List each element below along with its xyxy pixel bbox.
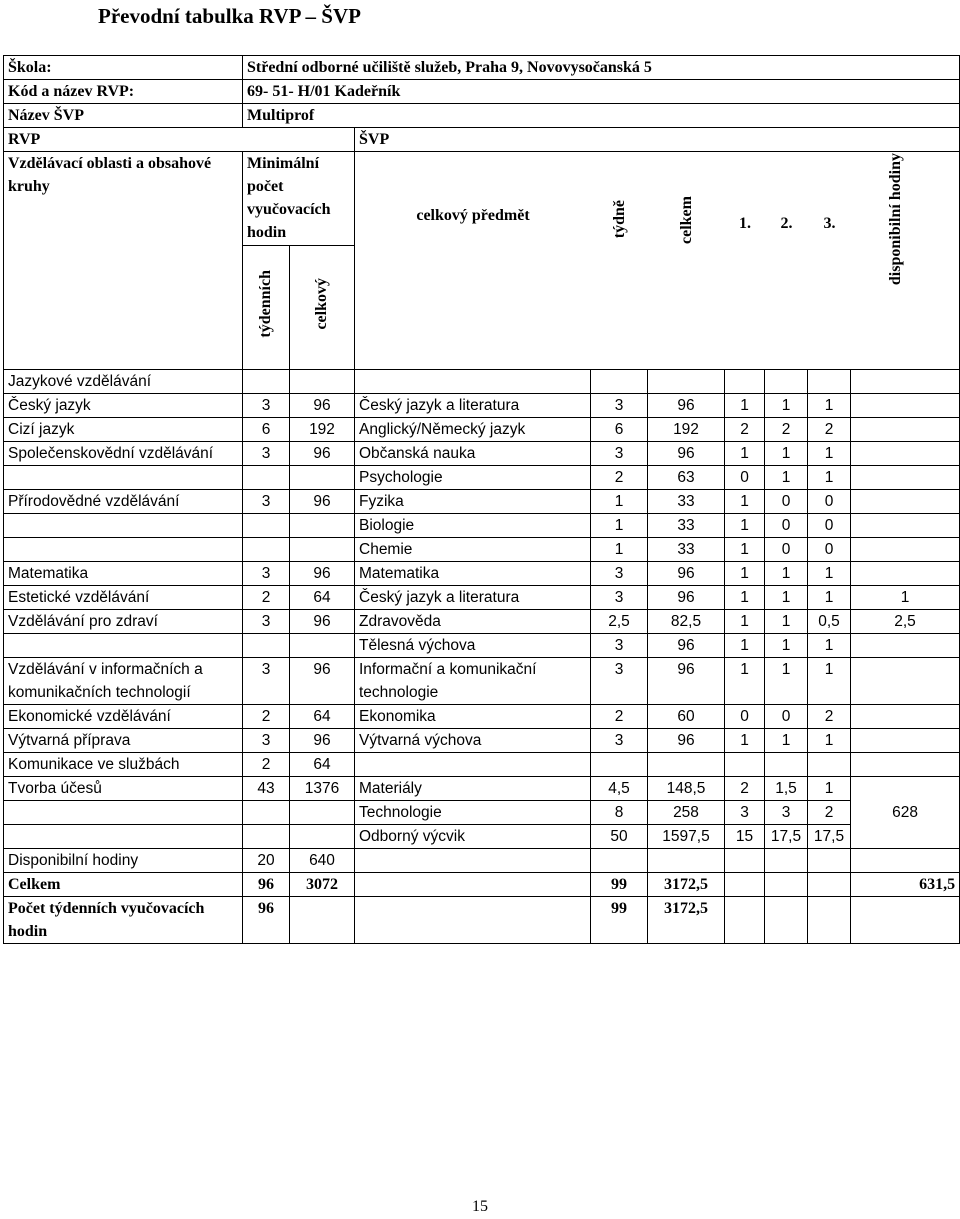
year3-cell: 2 bbox=[808, 801, 851, 825]
total-cell: 1376 bbox=[290, 777, 355, 801]
year2-cell: 1 bbox=[765, 394, 808, 418]
area-jazykove: Jazykové vzdělávání bbox=[4, 370, 243, 394]
disp-cell bbox=[851, 442, 960, 466]
total-cell: 96 bbox=[290, 394, 355, 418]
table-row-cizi bbox=[4, 418, 960, 442]
year2-cell: 1 bbox=[765, 658, 808, 705]
area-cell: Cizí jazyk bbox=[4, 418, 243, 442]
weekly-cell: 43 bbox=[243, 777, 290, 801]
year1-cell: 2 bbox=[725, 777, 765, 801]
year3-cell: 1 bbox=[808, 394, 851, 418]
disp-cell bbox=[851, 562, 960, 586]
year3-cell: 1 bbox=[808, 777, 851, 801]
subject-weekly-cell: 3 bbox=[591, 658, 648, 705]
year2-cell: 17,5 bbox=[765, 825, 808, 849]
year1-cell: 1 bbox=[725, 610, 765, 634]
col-celkovy: celkový bbox=[290, 246, 355, 370]
subject-total-cell: 33 bbox=[648, 490, 725, 514]
year1-cell: 1 bbox=[725, 729, 765, 753]
subject-total-cell: 96 bbox=[648, 586, 725, 610]
subject-total-cell: 96 bbox=[648, 442, 725, 466]
year1-cell: 0 bbox=[725, 705, 765, 729]
subject-weekly-cell: 3 bbox=[591, 634, 648, 658]
kod-value: 69- 51- H/01 Kadeřník bbox=[243, 80, 960, 104]
disp-cell bbox=[851, 538, 960, 562]
weekly-cell: 3 bbox=[243, 490, 290, 514]
subject-weekly-cell: 6 bbox=[591, 418, 648, 442]
total-cell: 64 bbox=[290, 586, 355, 610]
subject-weekly-cell: 3 bbox=[591, 562, 648, 586]
subject-total-cell: 96 bbox=[648, 658, 725, 705]
subject-total-cell: 33 bbox=[648, 538, 725, 562]
page-title: Převodní tabulka RVP – ŠVP bbox=[98, 4, 361, 28]
area-cell: Vzdělávání v informačních a komunikačních technologií bbox=[4, 658, 243, 705]
subject-total-cell: 82,5 bbox=[648, 610, 725, 634]
subject-total-cell: 1597,5 bbox=[648, 825, 725, 849]
area-cell: Počet týdenních vyučovacích hodin bbox=[4, 897, 243, 944]
subject-cell: Technologie bbox=[355, 801, 591, 825]
weekly-cell: 3 bbox=[243, 394, 290, 418]
total-cell: 640 bbox=[290, 849, 355, 873]
subject-weekly-cell: 1 bbox=[591, 490, 648, 514]
table-row-prir bbox=[4, 490, 960, 514]
area-cell: Ekonomické vzdělávání bbox=[4, 705, 243, 729]
subject-weekly-cell: 4,5 bbox=[591, 777, 648, 801]
weekly-cell: 3 bbox=[243, 442, 290, 466]
subject-cell: Fyzika bbox=[355, 490, 591, 514]
year1-cell: 3 bbox=[725, 801, 765, 825]
table-row-kom bbox=[4, 753, 960, 777]
table-row-pocet bbox=[4, 897, 960, 944]
year3-cell: 1 bbox=[808, 634, 851, 658]
total-cell: 96 bbox=[290, 442, 355, 466]
year3-cell: 1 bbox=[808, 658, 851, 705]
disp-cell bbox=[851, 514, 960, 538]
weekly-cell: 96 bbox=[243, 873, 290, 897]
table-row-disp bbox=[4, 849, 960, 873]
subject-weekly-cell: 2 bbox=[591, 466, 648, 490]
year2-cell: 1 bbox=[765, 466, 808, 490]
year1-cell: 15 bbox=[725, 825, 765, 849]
year3-cell: 1 bbox=[808, 466, 851, 490]
weekly-cell: 20 bbox=[243, 849, 290, 873]
table-row-tech bbox=[4, 801, 960, 825]
subject-cell: Tělesná výchova bbox=[355, 634, 591, 658]
table-row-tel bbox=[4, 634, 960, 658]
table-row-jazykove bbox=[4, 370, 960, 394]
year2-cell: 1 bbox=[765, 562, 808, 586]
subject-weekly-cell: 1 bbox=[591, 538, 648, 562]
weekly-cell: 3 bbox=[243, 562, 290, 586]
area-cell: Vzdělávání pro zdraví bbox=[4, 610, 243, 634]
subject-cell: Odborný výcvik bbox=[355, 825, 591, 849]
year2-cell: 1,5 bbox=[765, 777, 808, 801]
subject-cell: Biologie bbox=[355, 514, 591, 538]
year3-cell: 1 bbox=[808, 586, 851, 610]
rvp-label: RVP bbox=[4, 128, 355, 152]
subject-cell: Psychologie bbox=[355, 466, 591, 490]
year2-cell: 1 bbox=[765, 586, 808, 610]
table-row-spol bbox=[4, 442, 960, 466]
total-cell: 96 bbox=[290, 729, 355, 753]
oblasti-label: Vzdělávací oblasti a obsahové kruhy bbox=[4, 152, 243, 370]
year3-cell: 0 bbox=[808, 490, 851, 514]
total-cell: 96 bbox=[290, 610, 355, 634]
year2-cell: 1 bbox=[765, 729, 808, 753]
subject-cell: Výtvarná výchova bbox=[355, 729, 591, 753]
subject-weekly-cell: 99 bbox=[591, 897, 648, 944]
col-tydennich: týdenních bbox=[243, 246, 290, 370]
year2-cell: 0 bbox=[765, 538, 808, 562]
subject-cell: Zdravověda bbox=[355, 610, 591, 634]
subject-cell: Občanská nauka bbox=[355, 442, 591, 466]
year1-cell: 1 bbox=[725, 514, 765, 538]
table-row-cesky bbox=[4, 394, 960, 418]
subject-total-cell: 33 bbox=[648, 514, 725, 538]
disp-cell bbox=[851, 490, 960, 514]
subject-weekly-cell: 99 bbox=[591, 873, 648, 897]
year2-cell: 0 bbox=[765, 705, 808, 729]
subject-weekly-cell: 3 bbox=[591, 394, 648, 418]
year1-cell: 1 bbox=[725, 394, 765, 418]
year2-cell: 0 bbox=[765, 514, 808, 538]
subject-weekly-cell: 3 bbox=[591, 729, 648, 753]
subject-weekly-cell: 3 bbox=[591, 586, 648, 610]
table-row-vyt bbox=[4, 729, 960, 753]
subject-cell: Anglický/Německý jazyk bbox=[355, 418, 591, 442]
weekly-cell: 2 bbox=[243, 753, 290, 777]
weekly-cell: 2 bbox=[243, 705, 290, 729]
header-row-kod bbox=[4, 80, 960, 104]
skola-label: Škola: bbox=[4, 56, 243, 80]
svp-column-headers bbox=[355, 152, 960, 294]
subject-weekly-cell: 2 bbox=[591, 705, 648, 729]
subject-total-cell: 3172,5 bbox=[648, 897, 725, 944]
col-tydne: týdně bbox=[610, 200, 628, 239]
year3-cell: 0 bbox=[808, 514, 851, 538]
table-row-zdr bbox=[4, 610, 960, 634]
subject-cell: Ekonomika bbox=[355, 705, 591, 729]
year3-cell: 17,5 bbox=[808, 825, 851, 849]
subject-total-cell: 192 bbox=[648, 418, 725, 442]
year1-cell: 0 bbox=[725, 466, 765, 490]
subject-total-cell: 148,5 bbox=[648, 777, 725, 801]
subject-weekly-cell: 8 bbox=[591, 801, 648, 825]
area-cell: Matematika bbox=[4, 562, 243, 586]
subject-total-cell: 96 bbox=[648, 394, 725, 418]
subject-total-cell: 63 bbox=[648, 466, 725, 490]
weekly-cell: 6 bbox=[243, 418, 290, 442]
subject-total-cell: 258 bbox=[648, 801, 725, 825]
col-year-3: 3. bbox=[823, 214, 836, 232]
weekly-cell: 3 bbox=[243, 658, 290, 705]
year1-cell: 1 bbox=[725, 586, 765, 610]
weekly-cell: 96 bbox=[243, 897, 290, 944]
subject-weekly-cell: 50 bbox=[591, 825, 648, 849]
disp-cell: 2,5 bbox=[851, 610, 960, 634]
total-cell: 96 bbox=[290, 490, 355, 514]
table-row-psych bbox=[4, 466, 960, 490]
skola-value: Střední odborné učiliště služeb, Praha 9, Novovysočanská 5 bbox=[243, 56, 960, 80]
total-cell: 96 bbox=[290, 658, 355, 705]
year3-cell: 0 bbox=[808, 538, 851, 562]
year1-cell: 2 bbox=[725, 418, 765, 442]
subject-cell: Český jazyk a literatura bbox=[355, 394, 591, 418]
disp-cell bbox=[851, 418, 960, 442]
area-cell: Estetické vzdělávání bbox=[4, 586, 243, 610]
area-cell: Disponibilní hodiny bbox=[4, 849, 243, 873]
area-cell: Společenskovědní vzdělávání bbox=[4, 442, 243, 466]
kod-label: Kód a název RVP: bbox=[4, 80, 243, 104]
year1-cell: 1 bbox=[725, 538, 765, 562]
subject-total-cell: 96 bbox=[648, 562, 725, 586]
total-cell: 96 bbox=[290, 562, 355, 586]
total-cell: 64 bbox=[290, 705, 355, 729]
year1-cell: 1 bbox=[725, 562, 765, 586]
col-disponibilni: disponibilní hodiny bbox=[886, 153, 904, 286]
table-row-odb bbox=[4, 825, 960, 849]
year2-cell: 2 bbox=[765, 418, 808, 442]
year1-cell: 1 bbox=[725, 658, 765, 705]
page-number: 15 bbox=[472, 1198, 488, 1215]
col-year-2: 2. bbox=[780, 214, 793, 232]
disp-cell bbox=[851, 658, 960, 705]
subject-total-cell: 3172,5 bbox=[648, 873, 725, 897]
year1-cell: 1 bbox=[725, 634, 765, 658]
total-cell: 192 bbox=[290, 418, 355, 442]
area-cell: Český jazyk bbox=[4, 394, 243, 418]
table-row-ikt bbox=[4, 658, 960, 705]
subject-total-cell: 60 bbox=[648, 705, 725, 729]
disp-cell: 631,5 bbox=[851, 873, 960, 897]
disp-cell: 628 bbox=[851, 777, 960, 849]
disp-cell: 1 bbox=[851, 586, 960, 610]
area-cell: Výtvarná příprava bbox=[4, 729, 243, 753]
weekly-cell: 3 bbox=[243, 729, 290, 753]
table-row-chem bbox=[4, 538, 960, 562]
disp-cell bbox=[851, 394, 960, 418]
area-cell: Celkem bbox=[4, 873, 243, 897]
col-year-1: 1. bbox=[739, 214, 751, 232]
subject-weekly-cell: 1 bbox=[591, 514, 648, 538]
table-row-eko bbox=[4, 705, 960, 729]
subject-cell: Český jazyk a literatura bbox=[355, 586, 591, 610]
subject-cell: Chemie bbox=[355, 538, 591, 562]
table-row-celkem bbox=[4, 873, 960, 897]
area-cell: Přírodovědné vzdělávání bbox=[4, 490, 243, 514]
year3-cell: 0,5 bbox=[808, 610, 851, 634]
total-cell: 64 bbox=[290, 753, 355, 777]
year2-cell: 1 bbox=[765, 442, 808, 466]
table-row-est bbox=[4, 586, 960, 610]
disp-cell bbox=[851, 634, 960, 658]
subject-cell: Informační a komunikační technologie bbox=[355, 658, 591, 705]
year3-cell: 1 bbox=[808, 729, 851, 753]
year3-cell: 2 bbox=[808, 705, 851, 729]
subject-cell: Matematika bbox=[355, 562, 591, 586]
disp-cell bbox=[851, 466, 960, 490]
year2-cell: 3 bbox=[765, 801, 808, 825]
total-cell: 3072 bbox=[290, 873, 355, 897]
weekly-cell: 2 bbox=[243, 586, 290, 610]
year2-cell: 1 bbox=[765, 634, 808, 658]
col-celkem: celkem bbox=[677, 195, 695, 244]
svp-label: ŠVP bbox=[355, 128, 960, 152]
table-row-bio bbox=[4, 514, 960, 538]
header-row-nazev bbox=[4, 104, 960, 128]
subject-weekly-cell: 3 bbox=[591, 442, 648, 466]
year3-cell: 2 bbox=[808, 418, 851, 442]
subject-weekly-cell: 2,5 bbox=[591, 610, 648, 634]
subject-total-cell: 96 bbox=[648, 729, 725, 753]
area-cell: Komunikace ve službách bbox=[4, 753, 243, 777]
disp-cell bbox=[851, 729, 960, 753]
subject-cell: Materiály bbox=[355, 777, 591, 801]
year3-cell: 1 bbox=[808, 442, 851, 466]
year3-cell: 1 bbox=[808, 562, 851, 586]
col-predmet: celkový předmět bbox=[416, 207, 530, 224]
year2-cell: 0 bbox=[765, 490, 808, 514]
header-row-oblasti bbox=[4, 152, 960, 246]
header-row-rvp-svp bbox=[4, 128, 960, 152]
table-row-tvorba bbox=[4, 777, 960, 801]
year1-cell: 1 bbox=[725, 490, 765, 514]
conversion-table bbox=[3, 55, 960, 944]
header-row-skola bbox=[4, 56, 960, 80]
minimalni-label: Minimální počet vyučovacích hodin bbox=[243, 152, 355, 246]
subject-total-cell: 96 bbox=[648, 634, 725, 658]
weekly-cell: 3 bbox=[243, 610, 290, 634]
year2-cell: 1 bbox=[765, 610, 808, 634]
disp-cell bbox=[851, 705, 960, 729]
area-cell: Tvorba účesů bbox=[4, 777, 243, 801]
table-row-mat bbox=[4, 562, 960, 586]
nazev-value: Multiprof bbox=[243, 104, 960, 128]
nazev-label: Název ŠVP bbox=[4, 104, 243, 128]
year1-cell: 1 bbox=[725, 442, 765, 466]
